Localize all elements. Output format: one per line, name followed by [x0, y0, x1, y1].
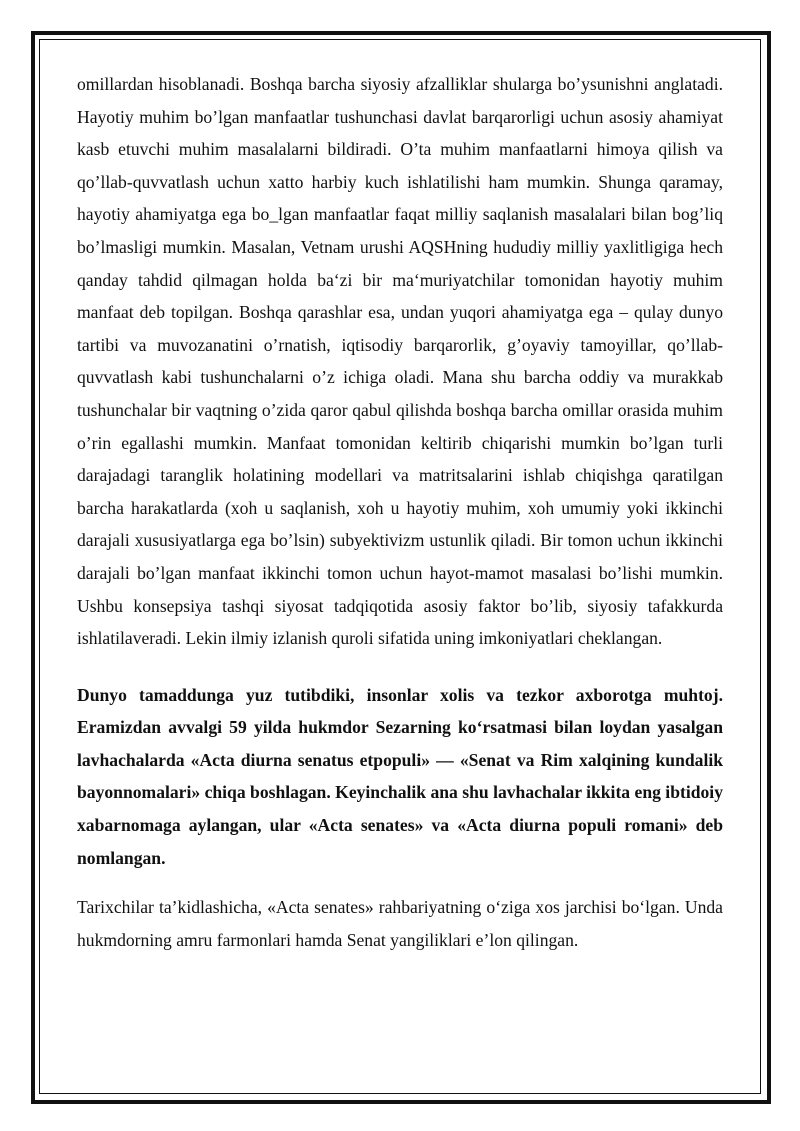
document-body	[77, 68, 723, 1068]
paragraph-acta-diurna: Dunyo tamaddunga yuz tutibdiki, insonlar xolis va tezkor axborotga muhtoj. Eramizdan avvalgi 59 yilda hukmdor Sezarning ko‘rsatmasi bilan loydan yasalgan lavhachalarda «Acta diurna senatus etpopuli» — «Senat va Rim xalqining kundalik bayonnomalari» chiqa boshlagan. Keyinchalik ana shu lavhachalar ikkita eng ibtidoiy xabarnomaga aylangan, ular «Acta senates» va «Acta diurna populi romani» deb nomlangan.	[77, 684, 723, 868]
paragraph-acta-senates: Tarixchilar ta’kidlashicha, «Acta senates» rahbariyatning o‘ziga xos jarchisi bo‘lgan. Unda hukmdorning amru farmonlari hamda Senat yangiliklari e’lon qilingan.	[77, 897, 723, 950]
paragraph-national-interests: omillardan hisoblanadi. Boshqa barcha siyosiy afzalliklar shularga bo’ysunishni anglatadi. Hayotiy muhim bo’lgan manfaatlar tushunchasi davlat barqarorligi uchun asosiy ahamiyat kasb etuvchi muhim masalalarni bildiradi. O’ta muhim manfaatlarni himoya qilish va qo’llab-quvvatlash uchun xatto harbiy kuch ishlatilishi ham mumkin. Shunga qaramay, hayotiy ahamiyatga ega bo_lgan manfaatlar faqat milliy saqlanish masalalari bilan bog’liq bo’lmasligi mumkin. Masalan, Vetnam urushi AQSHning hududiy milliy yaxlitligiga hech qanday tahdid qilmagan holda ba‘zi bir ma‘muriyatchilar tomonidan hayotiy muhim manfaat deb topilgan. Boshqa qarashlar esa, undan yuqori ahamiyatga ega – qulay dunyo tartibi va muvozanatini o’rnatish, iqtisodiy barqarorlik, g’oyaviy tamoyillar, qo’llab-quvvatlash kabi tushunchalarni o’z ichiga oladi. Mana shu barcha oddiy va murakkab tushunchalar bir vaqtning o’zida qaror qabul qilishda boshqa barcha omillar orasida muhim o’rin egallashi mumkin. Manfaat tomonidan keltirib chiqarishi mumkin bo’lgan turli darajadagi taranglik holatining modellari va matritsalarini ishlab chiqishga qaratilgan barcha harakatlarda (xoh u saqlanish, xoh u hayotiy muhim, xoh umumiy yoki ikkinchi darajali xususiyatlarga ega bo’lsin) subyektivizm ustunlik qiladi. Bir tomon uchun ikkinchi darajali bo’lgan manfaat ikkinchi tomon uchun hayot-mamot masalasi bo’lishi mumkin. Ushbu konsepsiya tashqi siyosat tadqiqotida asosiy faktor bo’lib, siyosiy tafakkurda ishlatilaveradi. Lekin ilmiy izlanish quroli sifatida uning imkoniyatlari cheklangan.	[77, 74, 723, 649]
